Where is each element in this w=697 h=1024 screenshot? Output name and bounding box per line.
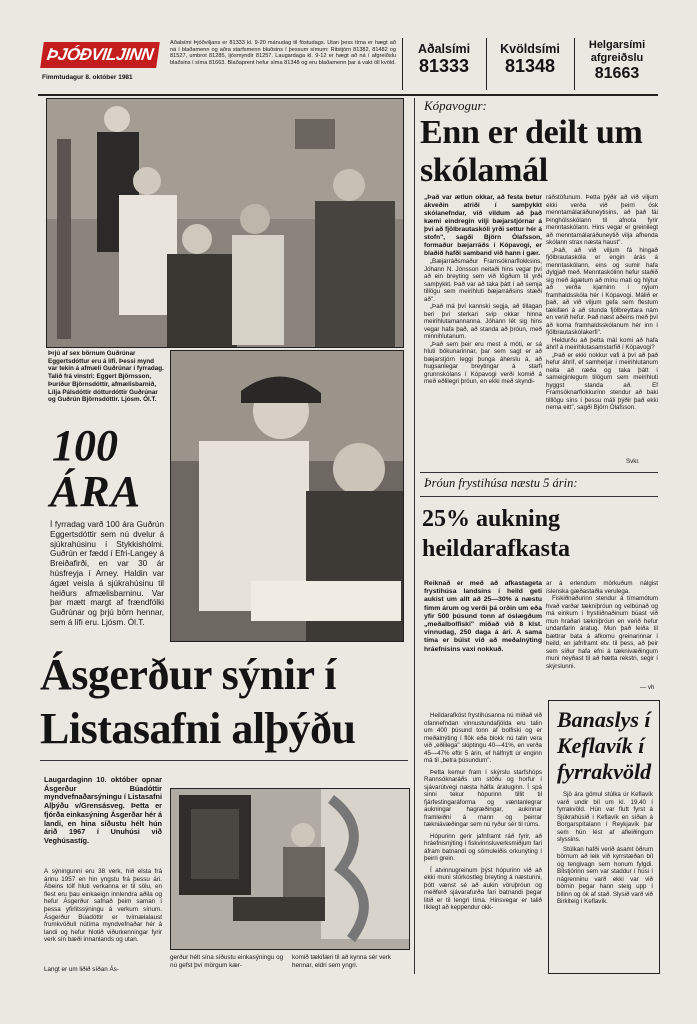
frystihus-para-5: ar á erlendum mörkuðum nálgist íslenska gæðastaðla verulega.	[546, 580, 658, 595]
kopavogur-lead: „Það var ætlun okkar, að festa betur ákveðin atriði í samþykkt skólanefndar, við vildum að það kæmi eindregin vilji bæjarstjórnar á því að fjölbrautaskóli yrði settur hér á stofn", sagði Björn Ólafsson, formaður bæjarráðs í Kópavogi, er blaðið hafði samband við hann í gær.	[424, 194, 542, 257]
phone-number-weekend: 81663	[594, 65, 640, 82]
kopavogur-para-2: „Það má því kannski segja, að tillagan beri því sterkari svip okkar hinna meirihlutamannanna. Jóhann lét sig hins vegar hafa það, að standa að þróun, með minnihlutanum.	[424, 303, 542, 340]
asgerdur-body-end: Langt er um liðið síðan Ás-	[44, 966, 119, 973]
kopavogur-signature: Svkr.	[626, 458, 640, 465]
family-photo-caption: Þrjú af sex börnum Guðrúnar Eggertsdóttur eru á lífi. Þessi mynd var tekin á afmæli Guðrúnar í fyrradag. Talið frá vinstri: Eggert Björnsson, Þuríður Björnsdóttir, afmælisbarnið, Lilja Pálsdóttir dótturdóttir Guðrúnar og Guðrún Björnsdóttir. Ljósm. Ól.T.	[48, 350, 164, 404]
banaslys-body: Sjö ára gömul stúlka úr Keflavík varð undir bíl um kl. 19.40 í fyrrakvöld. Hún var flutt fyrst á Sjúkrahúsið í Keflavík en síðan á Borgarspítalann í Reykjavík þar sem hún lést af afleiðingum slyssins.	[557, 791, 653, 843]
frystihus-para-3: Hópurinn gerir jafnframt ráð fyrir, að hráefnisnýting í fiskvinnsluverksmiðjum fari áfram batnandi og sömuleiðis orkunýting í þeirri grein.	[424, 832, 542, 862]
frystihus-headline: 25% aukning heildarafkasta	[422, 506, 571, 562]
phone-label-main: Aðalsími	[417, 42, 471, 56]
banaslys-body-2: Stúlkan hafði verið ásamt öðrum börnum að leik við kyrrstæðan bíl og tengivagn sem honum fylgdi. Bílstjórinn sem var staddur í húsi í nágrenninu varð ekki var við börnin þegar hann steig upp í bílinn og ók af stað. Slysið varð við Birkiteig í Keflavík.	[557, 845, 653, 905]
frystihus-para-4: Í atvinnugreinum þýst hópurinn við að ekki muni stórkostleg breyting á næstunni, þótt vænst sé að aukin vöruþróun og meðferð sjávarafurða fari batnandi þegar litið er til lengri tíma. Hinsvegar er talið líklegt að keppendur okk-	[424, 866, 542, 911]
artist-caption-2: komið tækifæri til að kynna sér verk hennar, eldri sem yngri.	[292, 954, 392, 969]
headline-ara: ÁRA	[50, 467, 142, 516]
logo-text: ÞJÓÐVILJINN	[45, 45, 155, 64]
phone-number-evening: 81348	[504, 56, 556, 76]
frystihus-lead: Reiknað er með að afkastageta frystihúsa landsins í heild geti aukist um allt að 25—30% á næstu fimm árum og verði þá orðin um eða yfir 500 þúsund tonn af óslægðum „meðalbolfiski" miðað við 8 klst. vinnudag, 250 daga á ári. A sama tíma er búist við að meðalnýting hráefnisins vaxi nokkuð.	[424, 580, 542, 653]
phone-number-main: 81333	[418, 56, 470, 76]
asgerdur-lead: Laugardaginn 10. október opnar Ásgerður Búadóttir myndvefnaðarsýningu í Listasafni Alþýðu v/Grensásveg. Þetta er fjórða einkasýning Ásgerðar hér á landi, en hina síðustu hélt hún árið 1967 í Unuhúsi við Veghúsastíg.	[44, 776, 162, 845]
asgerdur-body: Á sýningunni eru 38 verk, hið elsta frá árinu 1957 en hin yngstu frá þessu ári. Ábeins tólf hluti verkanna er til sölu, en flest eru þau einkaeign innlendra aðila og hefur Ásgerður safnað þeim saman í þessa yfirlitssýningu á verkum sínum. Ásgerður Búadóttir er tvímælalaust frumkvöðull nútíma myndvefnaðar hér á landi og hefur hlotið viðurkenningar fyrir verk sín bæði innanlands og utan.	[44, 868, 162, 944]
banaslys-headline: Banaslys í Keflavík í fyrrakvöld	[557, 707, 652, 784]
nurse-photo	[170, 350, 404, 642]
phone-label-weekend: Helgarsími afgreiðslu	[588, 39, 646, 64]
kopavogur-kicker: Kópavogur:	[424, 98, 487, 113]
kopavogur-question: Heldurðu að þetta mál komi að hafa áhrif á meirihlutasamstarfið í Kópavogi?	[546, 336, 658, 351]
masthead-notice: Aðalsími Þjóðviljans er 81333 kl. 9-20 mánudag til föstudags. Utan þess tíma er hægt að ná í blaðamenn og aðra starfsmenn blaðsins í þessum símum: Ritstjórn 81382, 81482 og 81527, umbrot 81285, ljósmyndir 81257. Laugardaga kl. 9-12 er hægt að ná í afgreiðslu blaðsins í síma 81663. Blaðaprent hefur síma 81348 og eru blaðamenn þar á vakt öll kvöld.	[170, 40, 396, 66]
headline-100: 100	[52, 421, 118, 470]
family-photo	[46, 98, 404, 348]
phone-box-evening	[486, 38, 573, 90]
banaslys-box	[548, 700, 660, 974]
kopavogur-headline: Enn er deilt um skólamál	[420, 114, 643, 189]
frystihus-col2	[424, 712, 542, 976]
frystihus-col3	[546, 580, 658, 688]
story-100-body: Í fyrradag varð 100 ára Guðrún Eggertsdóttir sem nú dvelur á sjúkrahúsinu í Stykkishólmi. Guðrún er fædd í Efri-Langey á Breiðafirði, en var 30 ár húsfreyja í Arney. Haldin var ágæt veisla á sjúkrahúsinu til heiðurs afmælisbarninu. Var þar mætt margt af frændfólki Guðrúnar og þrjú börn hennar, sem á lífi eru. Ljósm. Ól.T.	[50, 520, 164, 627]
kopavogur-col2	[546, 194, 658, 456]
artist-photo	[170, 788, 410, 950]
kopavogur-col1	[424, 194, 542, 458]
kopavogur-para-3: „Það sem þeir eru mest á móti, er sá hluti bókunarinnar, þar sem sagt er að bæjarstjórn leggi þunga áherslu á, að hugsanlegar breytingar á starfi grunnskólans í Kópavogi verði komið á með eðlilegri þróun, en ekki með skyndi-	[424, 340, 542, 385]
phone-box-weekend	[574, 38, 659, 90]
frystihus-para-1: Heildarafköst frystihúsanna nú miðað við ofannefndan vinnustundafjölda eru talin um 400 þúsund tonn af bolfiski og er meðalnýting í flök eða blokk nú talin vera við „eðlilega" skiptingu 40—41%, en verða 45—47% eftir 5 árin, ef hálfnýtt úr enginn má til „betra þúsundum".	[424, 712, 542, 764]
masthead	[38, 36, 658, 94]
phone-label-evening: Kvöldsími	[500, 42, 560, 56]
frystihus-kicker: Þróun frystihúsa næstu 5 árin:	[424, 476, 578, 490]
kopavogur-para-4: ráðstöfunum. Þetta þýðir að við viljum ekki verða við þeirri ósk menntamálaráðuneytisins, að það fái Þinghólsskólann til afnota fyrir menntaskólann. Hins vegar er greinilegt að menntamálaráðuneytið vilja afhenda skólann strax næsta haust".	[546, 194, 658, 246]
kopavogur-para-1: „Bæjarráðsmaður Framsóknarflokksins, Jóhann N. Jónsson neitaði hins vegar því að ein breyting sem við lögðum til yrði samþykkt. Það var að taka þátt í að semja tillögu sem meirihluti bæjarráðsins stæði að".	[424, 258, 542, 303]
kopavogur-para-5: „Það, að við viljum fá hingað fjölbrautaskóla er engin árás á menntaskólann, eins og sumir hafa dylgjað með. Menntaskólinn hefur staðið sig með ágætum að mínu mati og hlýtur að verða kjarninn í nýjum framhaldsskóla hér í Kópavogi. Málið er það, að við viljum gefa sem flestum tækifæri á að stunda fjölbreyttara nám en verið hefur. Það næst aðeins með því að koma framhaldsskólanum hér inn í fjölbrautaskólakerfi".	[546, 246, 658, 336]
kopavogur-para-6: „Það er ekki nokkur vafi á því að það hefur áhrif, ef samherjar í meirihlutanum neita að ræða og taka þátt í sameiginlegum tilögum sem meirihluti hyggst standa að. Ef Framsóknarflokkurinn stendur að baki tilllögu síns í þessu máli þýðir það ekki nema eitt", sagði Björn Ólafsson.	[546, 351, 658, 411]
phone-box-main	[402, 38, 485, 90]
artist-caption-1: gerður hélt sína síðustu einkasýningu og nú gefst því mörgum kær-	[170, 954, 284, 969]
asgerdur-headline: Ásgerður sýnir í Listasafni alþýðu	[40, 650, 356, 753]
frystihus-para-6: Fiskiðnaðurinn stendur á tímamótum hvað varðar tækniþróun og velbúnað og má einkum í frystiiðnaðinum búast við mun hraðari tækniþróun en verið hefur undanfarin áratug. Mun það leiða til bættrar bata á afkomu greinarinnar í heild, en jafnframt etv. til þess, að þeir sem síður hafa efni á tæknivæðingum muni neyðast til að hætta rekstri, segir í skýrslunni.	[546, 595, 658, 670]
frystihus-para-2: Þetta kemur fram í skýrslu starfshóps Rannsóknaráðs um stöðu og horfur í sjávarútvegi næsta hálfa áratuginn. Í spá sinni tekur hópurinn tillit til fjárfestingaráforma og væntanlegrar aukningar hagræðingar, aukinnar framleiðni á mann og þeirrar tækniávæðingar sem nú ryður sér til rúms.	[424, 768, 542, 828]
frystihus-signature: — vh	[640, 684, 655, 691]
logo	[40, 42, 160, 68]
masthead-date: Fimmtudagur 8. október 1981	[42, 74, 133, 81]
